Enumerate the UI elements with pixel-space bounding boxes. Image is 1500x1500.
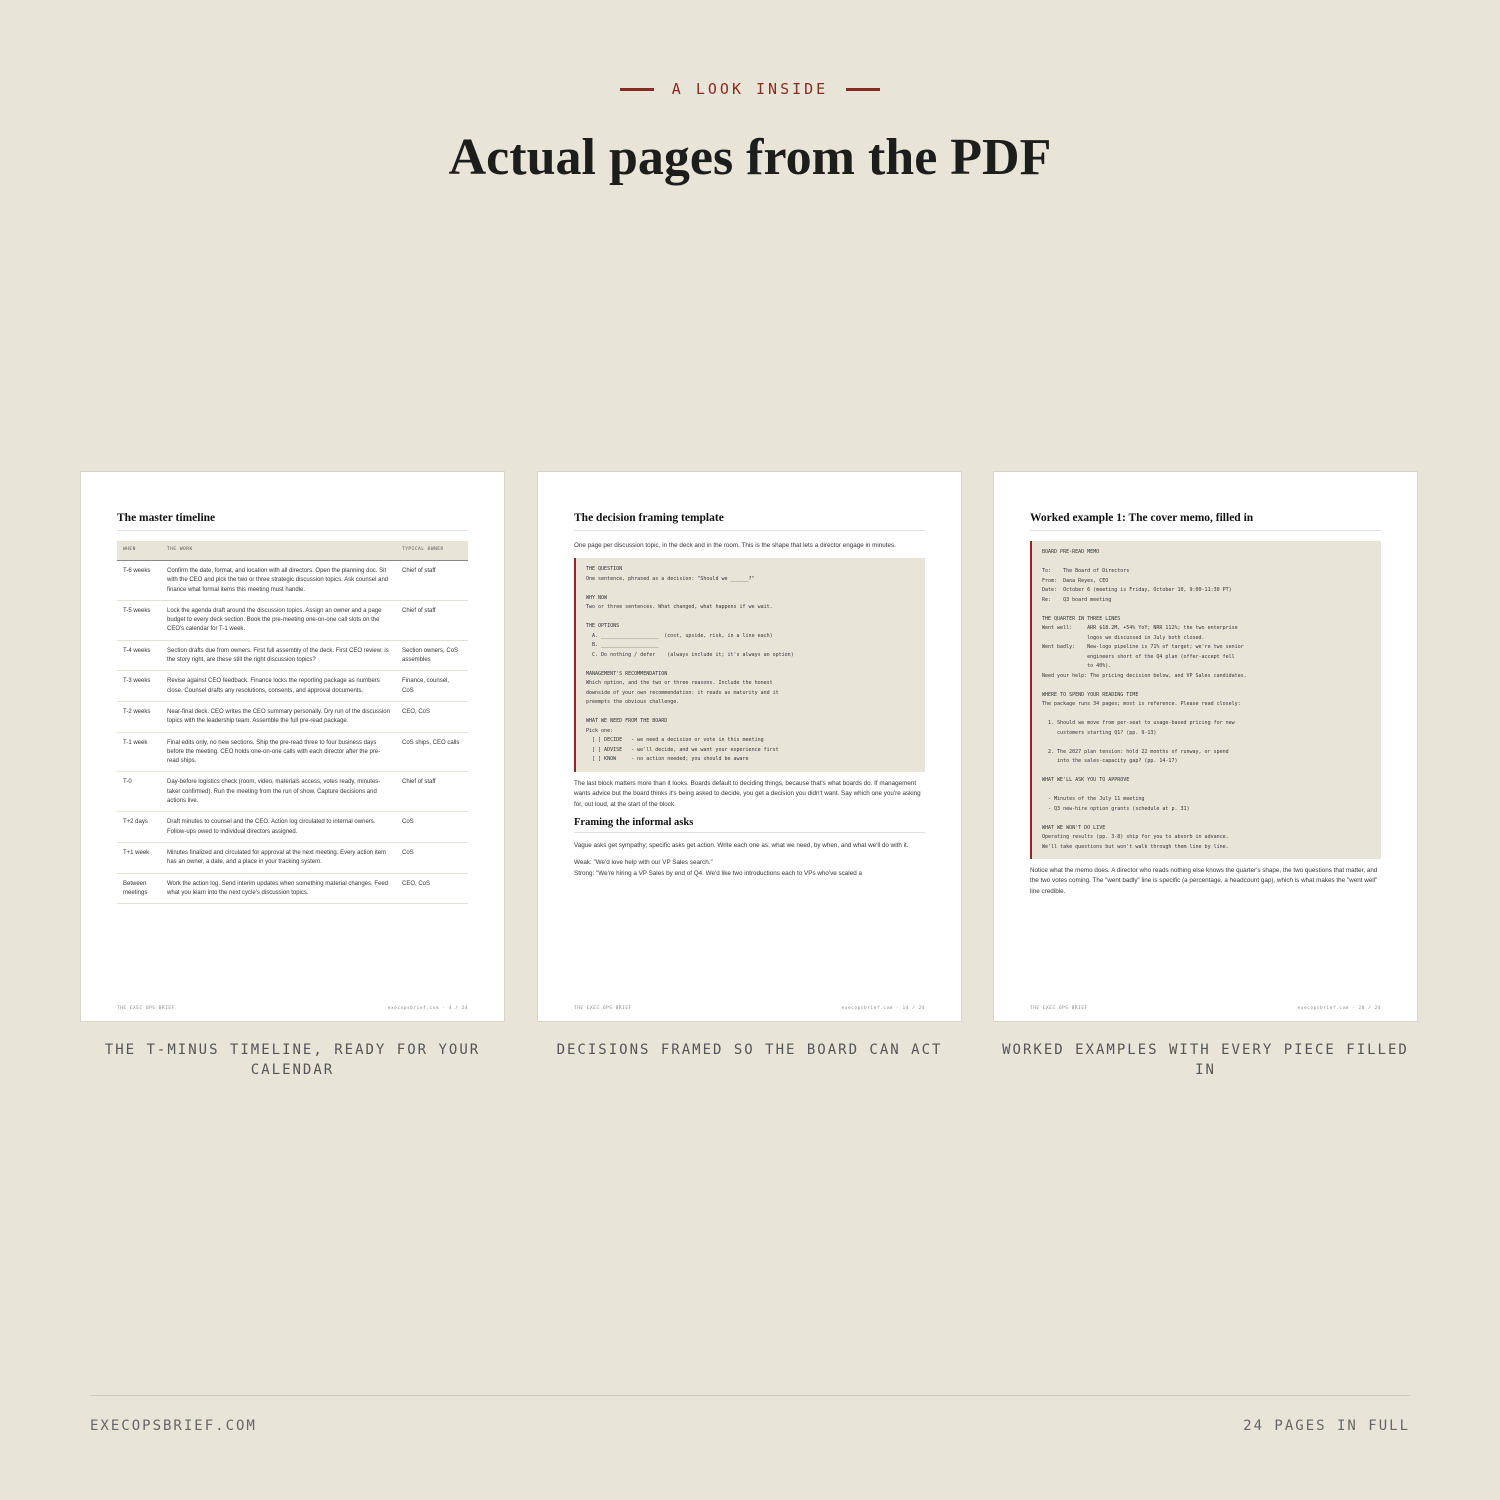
cell-work: Draft minutes to counsel and the CEO. Action log circulated to internal owners. Follow-ups owed to individual directors assigned.	[161, 812, 396, 843]
cell-when: T+2 days	[117, 812, 161, 843]
cell-owner: Finance, counsel, CoS	[396, 671, 468, 702]
cell-when: T-3 weeks	[117, 671, 161, 702]
table-row	[117, 701, 468, 732]
cell-owner: Chief of staff	[396, 560, 468, 600]
page-footer-brand: THE EXEC OPS BRIEF	[117, 1006, 175, 1011]
page-footer	[1030, 1006, 1381, 1011]
table-row	[117, 772, 468, 812]
page-footer-brand: THE EXEC OPS BRIEF	[574, 1006, 632, 1011]
page-heading: Worked example 1: The cover memo, filled in	[1030, 512, 1381, 531]
explanation-text: Notice what the memo does. A director who reads nothing else knows the quarter's shape, the two questions that matter, and the two votes coming. The "went badly" line is specific (a percentage, a headcount gap), which is what makes the "went well" line credible.	[1030, 867, 1378, 895]
cell-work: Section drafts due from owners. First full assembly of the deck. First CEO review: is the story right, are these still the right discussion topics?	[161, 640, 396, 671]
page-footer-number: execopsbrief.com · 20 / 24	[1297, 1006, 1381, 1011]
cell-work: Final edits only, no new sections. Ship the pre-read three to four business days before the meeting. CEO holds one-on-one calls with each director after the pre-read ships.	[161, 732, 396, 772]
cell-work: Near-final deck. CEO writes the CEO summary personally. Dry run of the discussion topics with the leadership team. Assemble the full pre-read package.	[161, 701, 396, 732]
page-footer-number: execopsbrief.com · 4 / 24	[387, 1006, 468, 1011]
timeline-table	[117, 541, 468, 904]
template-block: THE QUESTION One sentence, phrased as a decision: "Should we ______?" WHY NOW Two or three sentences. What changed, what happens if we wait. THE OPTIONS A. ___________________ (cost, upside, risk, in a line each) B. ___________________ C. Do nothing / defer (always include it; it's always an option) MANAGEMENT'S RECOMMENDATION Which option, and the two or three reasons. Include the honest downside of your own recommendation: it reads as maturity and it preempts the obvious challenge. WHAT WE NEED FROM THE BOARD Pick one: [ ] DECIDE - we need a decision or vote in this meeting [ ] ADVISE - we'll decide, and we want your experience first [ ] KNOW - no action needed; you should be aware	[574, 558, 925, 772]
eyebrow-label: A LOOK INSIDE	[671, 80, 829, 98]
cell-when: T-0	[117, 772, 161, 812]
table-row	[117, 812, 468, 843]
table-row	[117, 873, 468, 904]
column-header-work: THE WORK	[161, 541, 396, 560]
strong-example: Strong: "We're hiring a VP Sales by end of Q4. We'd like two introductions each to VPs who've scaled a	[574, 869, 862, 877]
page-footer	[117, 1006, 468, 1011]
footer-site-link[interactable]: EXECOPSBRIEF.COM	[90, 1418, 257, 1434]
table-row	[117, 842, 468, 873]
footer-page-count: 24 PAGES IN FULL	[1243, 1418, 1410, 1434]
cell-when: Between meetings	[117, 873, 161, 904]
table-header-row	[117, 541, 468, 560]
subheading-text: Vague asks get sympathy; specific asks get action. Write each one as: what we need, by when, and what we'll do with it.	[574, 842, 909, 849]
cell-owner: Section owners, CoS assembles	[396, 640, 468, 671]
cell-owner: CEO, CoS	[396, 873, 468, 904]
explanation-text: The last block matters more than it looks. Boards default to deciding things, because that's what boards do. If management wants advice but the board thinks it's being asked to decide, you get a decision you didn't want. Say which one you're asking for, out loud, at the start of the block.	[574, 779, 921, 808]
cell-when: T-1 week	[117, 732, 161, 772]
cell-work: Lock the agenda draft around the discussion topics. Assign an owner and a page budget to every deck section. Book the pre-meeting one-on-one call slots on the CEO's calendar for T-1 week.	[161, 600, 396, 640]
weak-example: Weak: "We'd love help with our VP Sales search."	[574, 859, 713, 867]
page-heading: The master timeline	[117, 512, 468, 531]
column-header-when: WHEN	[117, 541, 161, 560]
eyebrow-rule-right	[846, 88, 880, 91]
table-row	[117, 640, 468, 671]
caption-timeline: THE T-MINUS TIMELINE, READY FOR YOUR CALENDAR	[104, 1042, 481, 1078]
cell-work: Day-before logistics check (room, video, materials access, votes ready, minutes-taker confirmed). Run the meeting from the run of show. Capture decisions and actions live.	[161, 772, 396, 812]
footer-divider	[90, 1395, 1410, 1396]
cell-when: T+1 week	[117, 842, 161, 873]
table-row	[117, 671, 468, 702]
cell-when: T-4 weeks	[117, 640, 161, 671]
cell-owner: CoS	[396, 812, 468, 843]
subheading: Framing the informal asks	[574, 817, 925, 833]
cell-owner: Chief of staff	[396, 600, 468, 640]
pdf-page-worked-example	[993, 471, 1418, 1022]
memo-block: BOARD PRE-READ MEMO To: The Board of Directors From: Dana Reyes, CEO Date: October 6 (meeting is Friday, October 10, 9:00-11:30 PT) Re: Q3 board meeting THE QUARTER IN THREE LINES Went well: ARR $18.2M, +54% YoY; NRR 112%; the two enterprise logos we discussed in July both closed. Went badly: New-logo pipeline is 71% of target; we're two senior engineers short of the Q4 plan (offer-accept fell to 40%). Need your help: The pricing decision below, and VP Sales candidates. WHERE TO SPEND YOUR READING TIME The package runs 34 pages; most is reference. Please read closely: 1. Should we move from per-seat to usage-based pricing for new customers starting Q1? (pp. 9-13) 2. The 2027 plan tension: hold 22 months of runway, or spend into the sales-capacity gap? (pp. 14-17) WHAT WE'LL ASK YOU TO APPROVE - Minutes of the July 11 meeting - Q3 new-hire option grants (schedule at p. 31) WHAT WE WON'T DO LIVE Operating results (pp. 3-8) ship for you to absorb in advance. We'll take questions but won't walk through them line by line.	[1030, 541, 1381, 859]
eyebrow-rule-left	[620, 88, 654, 91]
page-heading: The decision framing template	[574, 512, 925, 531]
cell-work: Confirm the date, format, and location with all directors. Open the planning doc. Sit with the CEO and pick the two or three strategic discussion topics. Ask counsel and finance what formal items this meeting must handle.	[161, 560, 396, 600]
page-footer-brand: THE EXEC OPS BRIEF	[1030, 1006, 1088, 1011]
pdf-page-decision-template	[537, 471, 962, 1022]
table-row	[117, 560, 468, 600]
table-row	[117, 732, 468, 772]
caption-decision-template: DECISIONS FRAMED SO THE BOARD CAN ACT	[556, 1042, 943, 1058]
cell-when: T-6 weeks	[117, 560, 161, 600]
cell-work: Minutes finalized and circulated for approval at the next meeting. Every action item has an owner, a date, and a place in your tracking system.	[161, 842, 396, 873]
cell-owner: CEO, CoS	[396, 701, 468, 732]
cell-owner: CoS	[396, 842, 468, 873]
column-header-owner: TYPICAL OWNER	[396, 541, 468, 560]
page-footer	[574, 1006, 925, 1011]
cell-work: Work the action log. Send interim updates when something material changes. Feed what you learn into the next cycle's discussion topics.	[161, 873, 396, 904]
cell-work: Revise against CEO feedback. Finance locks the reporting package as numbers close. Counsel drafts any resolutions, consents, and approval documents.	[161, 671, 396, 702]
cell-when: T-5 weeks	[117, 600, 161, 640]
page-footer-number: execopsbrief.com · 14 / 24	[841, 1006, 925, 1011]
table-row	[117, 600, 468, 640]
pdf-page-timeline	[80, 471, 505, 1022]
eyebrow	[0, 80, 1500, 98]
cell-when: T-2 weeks	[117, 701, 161, 732]
cell-owner: CoS ships, CEO calls	[396, 732, 468, 772]
intro-text: One page per discussion topic, in the deck and in the room. This is the shape that lets a director engage in minutes.	[574, 542, 896, 549]
caption-worked-example: WORKED EXAMPLES WITH EVERY PIECE FILLED IN	[1002, 1042, 1409, 1078]
page-title: Actual pages from the PDF	[448, 129, 1052, 186]
cell-owner: Chief of staff	[396, 772, 468, 812]
